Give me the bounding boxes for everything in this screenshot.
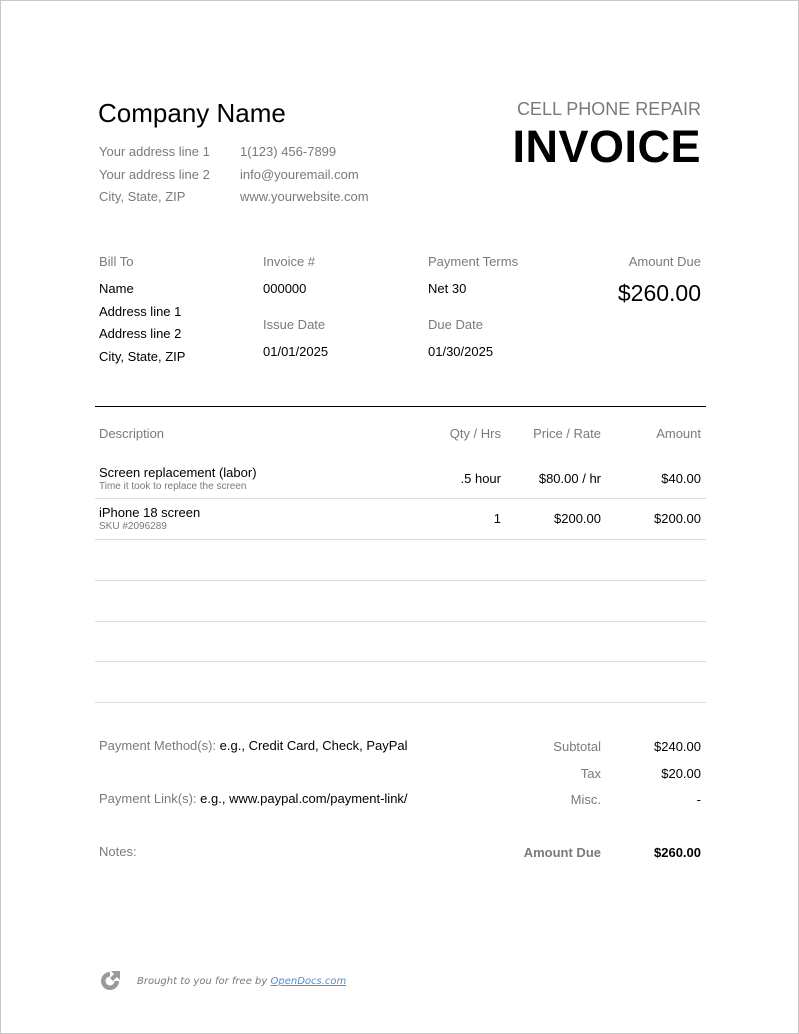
company-website: www.yourwebsite.com bbox=[240, 189, 369, 204]
issue-date-label: Issue Date bbox=[263, 317, 326, 332]
payment-methods bbox=[99, 738, 408, 753]
payment-methods-label: Payment Method(s): bbox=[99, 738, 217, 753]
due-date-label: Due Date bbox=[428, 317, 483, 332]
row-price: $80.00 / hr bbox=[538, 471, 601, 486]
row-divider bbox=[95, 498, 706, 499]
row-qty: 1 bbox=[493, 511, 501, 526]
company-email: info@youremail.com bbox=[240, 167, 359, 182]
bill-to-address-line-2: Address line 2 bbox=[99, 326, 182, 341]
table-bottom-rule bbox=[95, 702, 706, 703]
column-header-description: Description bbox=[99, 426, 165, 441]
company-address-line-2: Your address line 2 bbox=[99, 167, 210, 182]
company-city-state-zip: City, State, ZIP bbox=[99, 189, 186, 204]
tax-label: Tax bbox=[580, 766, 601, 781]
row-divider bbox=[95, 539, 706, 540]
column-header-amount: Amount bbox=[656, 426, 701, 441]
invoice-number: 000000 bbox=[263, 281, 307, 296]
total-amount-due-label: Amount Due bbox=[523, 845, 601, 860]
payment-methods-value: e.g., Credit Card, Check, PayPal bbox=[219, 738, 408, 753]
subtotal-label: Subtotal bbox=[553, 739, 601, 754]
bill-to-city-state-zip: City, State, ZIP bbox=[99, 349, 186, 364]
empty-row-divider bbox=[95, 661, 706, 662]
total-amount-due-value: $260.00 bbox=[654, 845, 701, 860]
row-qty: .5 hour bbox=[460, 471, 501, 486]
company-phone: 1(123) 456-7899 bbox=[240, 144, 337, 159]
invoice-number-label: Invoice # bbox=[263, 254, 316, 269]
payment-terms-label: Payment Terms bbox=[428, 254, 519, 269]
company-name: Company Name bbox=[98, 98, 286, 128]
row-detail: Time it took to replace the screen bbox=[99, 481, 247, 492]
empty-row-divider bbox=[95, 580, 706, 581]
bill-to-label: Bill To bbox=[99, 254, 134, 269]
company-address-line-1: Your address line 1 bbox=[99, 144, 210, 159]
table-top-rule bbox=[95, 406, 706, 407]
row-detail: SKU #2096289 bbox=[99, 521, 167, 532]
misc-label: Misc. bbox=[570, 792, 601, 807]
payment-links-label: Payment Link(s): bbox=[99, 791, 197, 806]
bill-to-address-line-1: Address line 1 bbox=[99, 304, 182, 319]
footer-credit bbox=[137, 976, 346, 987]
opendocs-logo-icon bbox=[98, 969, 122, 993]
due-date: 01/30/2025 bbox=[428, 344, 494, 359]
footer-text: Brought to you for free by bbox=[137, 976, 268, 987]
amount-due-label: Amount Due bbox=[628, 254, 701, 269]
subtotal-value: $240.00 bbox=[654, 739, 701, 754]
row-price: $200.00 bbox=[554, 511, 601, 526]
payment-links bbox=[99, 791, 408, 806]
row-amount: $200.00 bbox=[654, 511, 701, 526]
issue-date: 01/01/2025 bbox=[263, 344, 329, 359]
notes-label: Notes: bbox=[99, 844, 137, 859]
bill-to-name: Name bbox=[99, 281, 134, 296]
row-description: iPhone 18 screen bbox=[99, 505, 201, 520]
misc-value: - bbox=[696, 792, 701, 807]
empty-row-divider bbox=[95, 621, 706, 622]
row-amount: $40.00 bbox=[661, 471, 701, 486]
payment-terms: Net 30 bbox=[428, 281, 467, 296]
tax-value: $20.00 bbox=[661, 766, 701, 781]
document-subtitle: CELL PHONE REPAIR bbox=[516, 99, 701, 119]
column-header-price: Price / Rate bbox=[533, 426, 601, 441]
row-description: Screen replacement (labor) bbox=[99, 465, 257, 480]
amount-due-value: $260.00 bbox=[617, 280, 701, 306]
column-header-qty: Qty / Hrs bbox=[449, 426, 501, 441]
opendocs-link[interactable]: OpenDocs.com bbox=[270, 976, 347, 987]
payment-links-value: e.g., www.paypal.com/payment-link/ bbox=[200, 791, 408, 806]
document-title: INVOICE bbox=[512, 121, 701, 172]
